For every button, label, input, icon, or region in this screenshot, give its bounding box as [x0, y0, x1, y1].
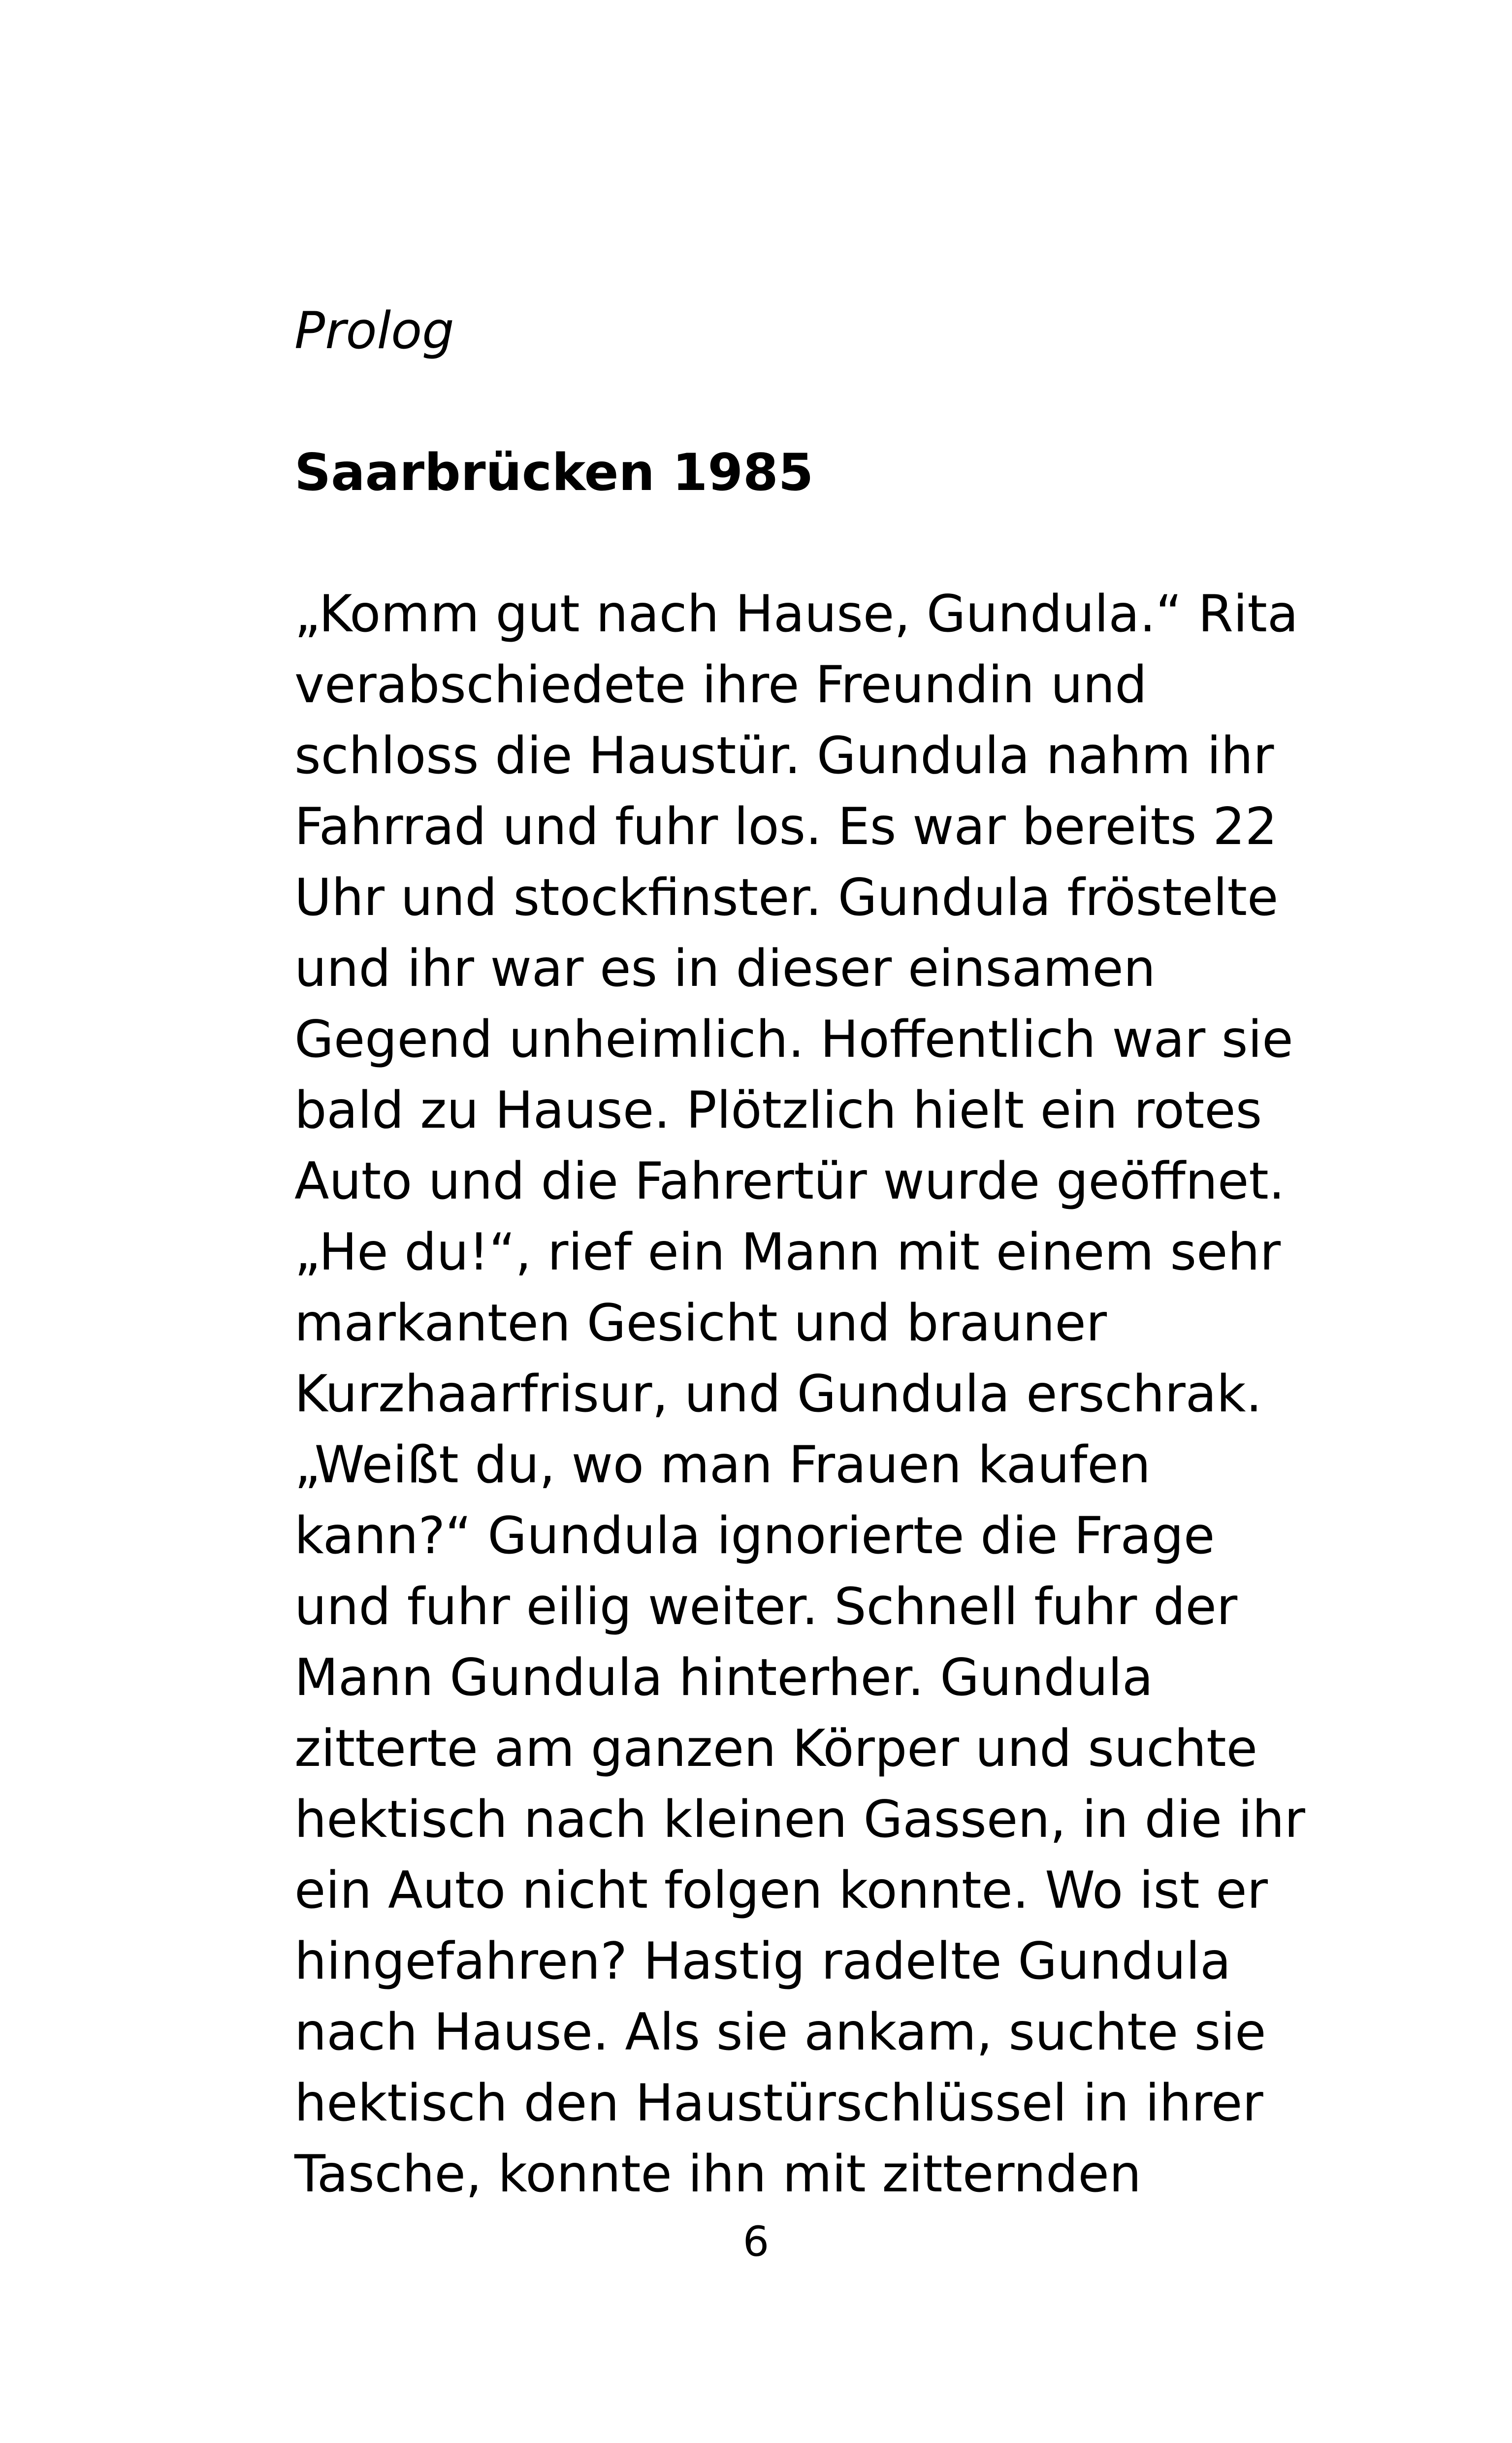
text-line: und ihr war es in dieser einsamen: [294, 939, 1156, 998]
body-text: [294, 579, 1305, 2210]
text-line: „Weißt du, wo man Frauen kaufen: [294, 1435, 1151, 1495]
page-number: 6: [742, 2217, 770, 2266]
text-line: hektisch den Haustürschlüssel in ihrer: [294, 2074, 1263, 2133]
text-line: bald zu Hause. Plötzlich hielt ein rotes: [294, 1081, 1262, 1140]
text-line: Kurzhaarfrisur, und Gundula erschrak.: [294, 1365, 1262, 1424]
text-line: ein Auto nicht folgen konnte. Wo ist er: [294, 1861, 1268, 1920]
text-line: zitterte am ganzen Körper und suchte: [294, 1719, 1257, 1778]
text-line: Tasche, konnte ihn mit zitternden: [294, 2145, 1142, 2204]
text-line: „He du!“, rief ein Mann mit einem sehr: [294, 1223, 1281, 1282]
text-line: schloss die Haustür. Gundula nahm ihr: [294, 726, 1274, 785]
text-line: Mann Gundula hinterher. Gundula: [294, 1648, 1154, 1707]
text-line: und fuhr eilig weiter. Schnell fuhr der: [294, 1577, 1238, 1636]
text-line: Auto und die Fahrertür wurde geöffnet.: [294, 1152, 1285, 1211]
text-line: Gegend unheimlich. Hoffentlich war sie: [294, 1010, 1293, 1069]
chapter-label: Prolog: [294, 301, 454, 360]
text-line: markanten Gesicht und brauner: [294, 1294, 1107, 1353]
text-line: hektisch nach kleinen Gassen, in die ihr: [294, 1790, 1305, 1849]
text-line: Fahrrad und fuhr los. Es war bereits 22: [294, 797, 1278, 856]
section-heading: Saarbrücken 1985: [294, 443, 814, 502]
text-line: hingefahren? Hastig radelte Gundula: [294, 1932, 1231, 1991]
text-line: kann?“ Gundula ignorierte die Frage: [294, 1506, 1215, 1565]
text-line: „Komm gut nach Hause, Gundula.“ Rita: [294, 585, 1299, 644]
text-line: verabschiedete ihre Freundin und: [294, 655, 1147, 715]
text-line: nach Hause. Als sie ankam, suchte sie: [294, 2003, 1266, 2062]
text-line: Uhr und stockfinster. Gundula fröstelte: [294, 868, 1279, 927]
